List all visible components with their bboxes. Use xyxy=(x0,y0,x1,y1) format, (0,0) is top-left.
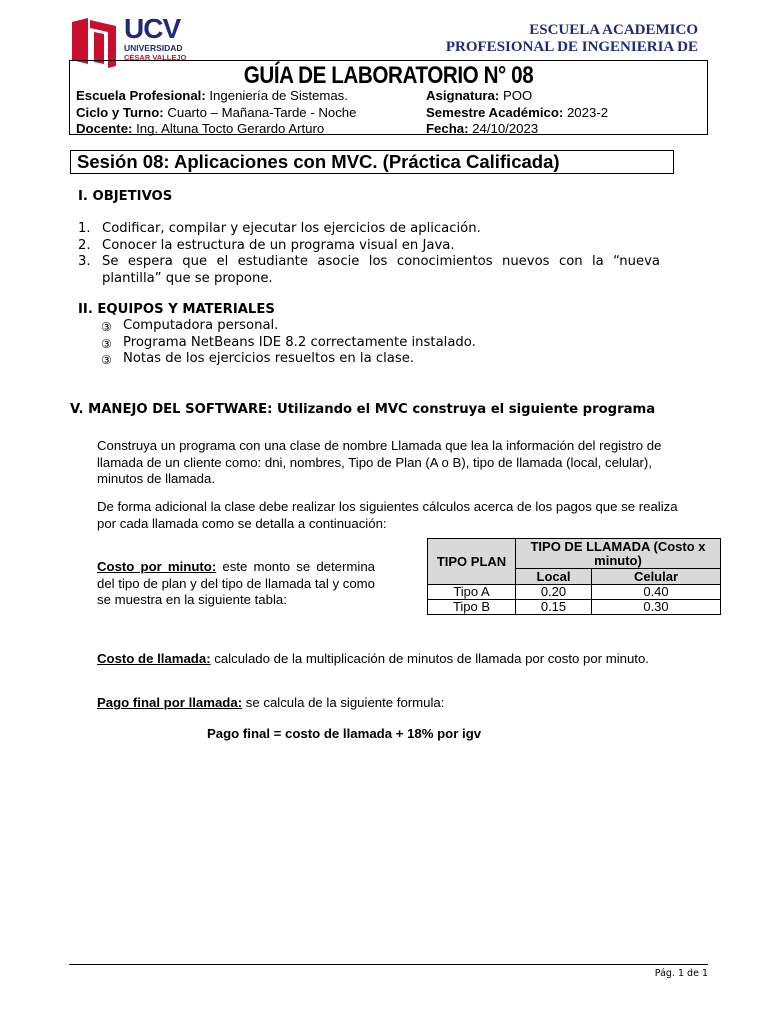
escuela-row xyxy=(76,88,356,105)
item-text: Notas de los ejercicios resueltos en la clase. xyxy=(123,351,415,366)
item-text: Computadora personal. xyxy=(123,318,279,333)
table-row xyxy=(428,600,721,615)
escuela-label: Escuela Profesional: xyxy=(76,88,206,103)
list-item xyxy=(78,238,660,255)
ciclo-value: Cuarto – Mañana-Tarde - Noche xyxy=(163,104,357,120)
costo-minuto-text: este monto se determina del tipo de plan y del tipo de llamada tal y como se muestra en la siguiente tabla: xyxy=(97,559,375,607)
school-name xyxy=(446,22,698,56)
semestre-label: Semestre Académico: xyxy=(426,104,564,120)
equipos-heading: II. EQUIPOS Y MATERIALES xyxy=(78,302,275,317)
cell-local: 0.15 xyxy=(516,600,592,615)
docente-label: Docente: xyxy=(76,121,133,136)
list-item xyxy=(78,221,660,238)
paragraph-1: Construya un programa con una clase de nombre Llamada que lea la información del registro de llamada de un cliente como: dni, nombres, Tipo de Plan (A o B), tipo de llamada (local, celular), minutos de llamada. xyxy=(97,438,662,486)
list-item xyxy=(101,318,661,335)
school-line-1: ESCUELA ACADEMICO xyxy=(529,22,698,38)
item-number: 3. xyxy=(78,254,91,269)
item-number: 1. xyxy=(78,221,91,236)
docente-row xyxy=(76,121,356,138)
guide-info-box xyxy=(69,60,708,135)
page-number: Pág. 1 de 1 xyxy=(654,968,708,979)
costo-minuto-paragraph xyxy=(97,559,375,609)
formula: Pago final = costo de llamada + 18% por igv xyxy=(207,726,482,741)
subheader-local: Local xyxy=(516,569,592,585)
manejo-heading xyxy=(70,402,710,417)
costo-llamada-text: calculado de la multiplicación de minutos de llamada por costo por minuto. xyxy=(210,651,649,666)
session-title: Sesión 08: Aplicaciones con MVC. (Práctica Calificada) xyxy=(70,150,674,174)
info-left xyxy=(76,88,356,138)
costo-llamada-label: Costo de llamada: xyxy=(97,651,211,666)
objetivos-heading: I. OBJETIVOS xyxy=(78,189,173,204)
pago-final-label: Pago final por llamada: xyxy=(97,695,243,710)
info-right xyxy=(426,88,608,138)
asignatura-label: Asignatura: xyxy=(426,88,500,103)
pago-final-text: se calcula de la siguiente formula: xyxy=(242,695,445,710)
escuela-value: Ingeniería de Sistemas. xyxy=(205,88,348,103)
ciclo-label: Ciclo y Turno: xyxy=(76,104,164,120)
cell-plan: Tipo A xyxy=(428,585,516,600)
col-header-tipo: TIPO DE LLAMADA (Costo x minuto) xyxy=(516,539,721,569)
list-item xyxy=(78,254,660,287)
ciclo-row xyxy=(76,105,356,122)
table-row xyxy=(428,585,721,600)
guide-title: GUÍA DE LABORATORIO N° 08 xyxy=(243,62,534,89)
circled-3-icon: ③ xyxy=(101,336,112,351)
costo-minuto-label: Costo por minuto: xyxy=(97,559,217,574)
logo-subtitle-1: UNIVERSIDAD xyxy=(124,43,183,53)
circled-3-icon: ③ xyxy=(101,320,112,334)
item-text: Codificar, compilar y ejecutar los ejercicios de aplicación. xyxy=(102,221,481,236)
docente-value: Ing. Altuna Tocto Gerardo Arturo xyxy=(132,121,325,136)
tarifas-table xyxy=(427,538,721,615)
cell-plan: Tipo B xyxy=(428,600,516,615)
equipos-list xyxy=(101,318,661,368)
logo-text: UCV xyxy=(124,13,181,44)
manejo-heading-label: V. MANEJO DEL SOFTWARE: xyxy=(70,402,273,417)
fecha-value: 24/10/2023 xyxy=(468,121,539,136)
list-item xyxy=(101,335,661,352)
footer-divider xyxy=(69,964,708,965)
item-text: Conocer la estructura de un programa visual en Java. xyxy=(102,237,455,253)
logo-subtitle-2: CÉSAR VALLEJO xyxy=(124,53,187,62)
fecha-label: Fecha: xyxy=(426,121,469,136)
paragraph-2: De forma adicional la clase debe realizar los siguientes cálculos acerca de los pagos que se realiza por cada llamada como se detalla a continuación: xyxy=(97,499,678,531)
asignatura-value: POO xyxy=(499,88,533,103)
school-line-2: PROFESIONAL DE INGENIERIA DE xyxy=(445,39,698,55)
cell-celular: 0.40 xyxy=(592,585,721,600)
cell-local: 0.20 xyxy=(516,585,592,600)
item-text: Se espera que el estudiante asocie los conocimientos nuevos con la “nueva plantilla” que se propone. xyxy=(102,254,660,286)
list-item xyxy=(101,351,661,368)
asignatura-row xyxy=(426,88,608,105)
fecha-row xyxy=(426,121,608,138)
item-number: 2. xyxy=(78,237,91,253)
col-header-plan: TIPO PLAN xyxy=(428,539,516,585)
pago-final-paragraph xyxy=(97,695,697,712)
item-text: Programa NetBeans IDE 8.2 correctamente instalado. xyxy=(123,334,476,350)
circled-3-icon: ③ xyxy=(101,353,112,367)
costo-llamada-paragraph xyxy=(97,651,717,668)
subheader-celular: Celular xyxy=(592,569,721,585)
objetivos-list xyxy=(78,221,660,287)
semestre-value: 2023-2 xyxy=(563,104,609,120)
manejo-heading-text: Utilizando el MVC construya el siguiente programa xyxy=(272,402,656,417)
semestre-row xyxy=(426,105,608,122)
cell-celular: 0.30 xyxy=(592,600,721,615)
